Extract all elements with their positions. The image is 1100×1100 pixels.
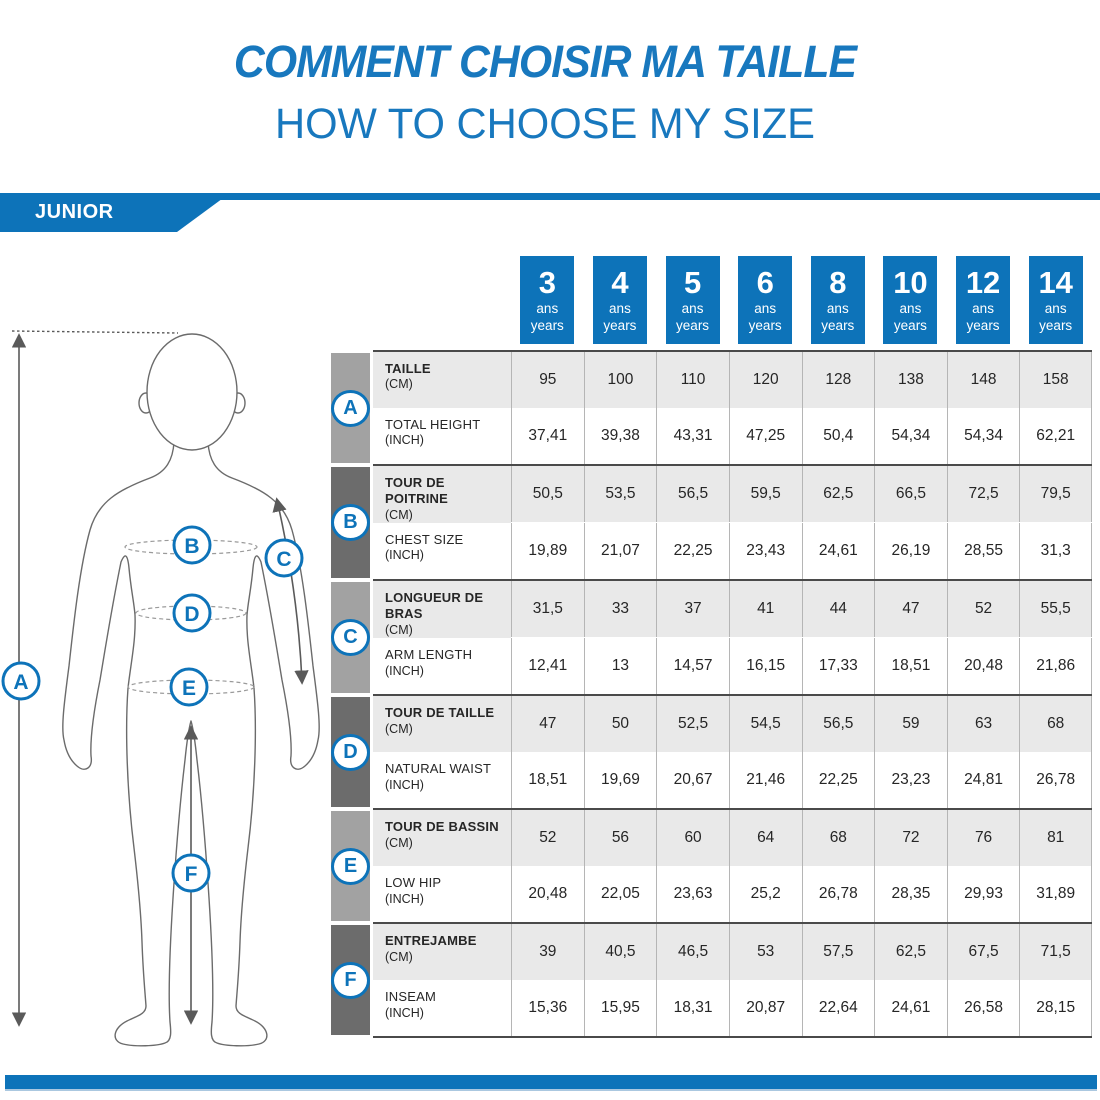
metric-label-cell (373, 696, 511, 752)
age-header-row (331, 256, 1092, 344)
inch-value: 26,19 (874, 523, 947, 579)
svg-text:B: B (184, 535, 200, 558)
marker-B (174, 527, 210, 563)
cm-value: 81 (1019, 810, 1092, 866)
cm-value: 54,5 (729, 696, 802, 752)
imperial-label-cell (373, 523, 511, 579)
age-unit-en: years (748, 318, 782, 334)
measure-letter-F (331, 922, 373, 1038)
cm-value: 79,5 (1019, 466, 1092, 522)
cm-value: 40,5 (584, 924, 657, 980)
cm-value: 100 (584, 352, 657, 408)
body-measurement-diagram (0, 300, 330, 1060)
metric-label-cell (373, 581, 511, 638)
cm-value: 47 (874, 581, 947, 637)
inch-value: 23,43 (729, 523, 802, 579)
inch-value: 28,15 (1019, 980, 1092, 1036)
cm-value: 72 (874, 810, 947, 866)
svg-text:F: F (184, 863, 198, 886)
cm-value: 59 (874, 696, 947, 752)
metric-label: ENTREJAMBE (385, 933, 477, 949)
inch-value: 24,61 (874, 980, 947, 1036)
page-title-english: HOW TO CHOOSE MY SIZE (274, 100, 815, 148)
age-number: 10 (893, 264, 928, 300)
head-top-dotted-line (12, 331, 178, 333)
age-number: 12 (965, 264, 1001, 300)
inch-value: 18,31 (656, 980, 729, 1036)
inch-value: 62,21 (1019, 408, 1092, 464)
measure-group-D (331, 694, 1092, 808)
cm-value: 37 (656, 581, 729, 637)
inch-value: 15,95 (584, 980, 657, 1036)
measure-letter-D (331, 694, 373, 810)
metric-unit: (CM) (385, 949, 413, 964)
imperial-label-cell (373, 638, 511, 694)
age-number: 8 (829, 264, 847, 300)
age-column-header-4 (593, 256, 647, 344)
imperial-label: LOW HIP (385, 875, 442, 891)
age-unit-fr: ans (1044, 301, 1067, 317)
letter-badge-D: D (331, 734, 370, 771)
inch-value: 39,38 (584, 408, 657, 464)
inch-value: 29,93 (947, 866, 1020, 922)
cm-value: 128 (802, 352, 875, 408)
letter-badge-F: F (331, 962, 370, 999)
cm-value: 56,5 (656, 466, 729, 522)
marker-A (3, 663, 39, 699)
inch-value: 23,23 (874, 752, 947, 808)
cm-value: 68 (802, 810, 875, 866)
inch-value: 47,25 (729, 408, 802, 464)
age-column-cell (584, 256, 657, 344)
measure-letter-C (331, 579, 373, 696)
age-unit-en: years (821, 318, 855, 334)
marker-D (174, 595, 210, 631)
inch-value: 21,46 (729, 752, 802, 808)
age-unit-en: years (530, 318, 564, 334)
inch-value: 43,31 (656, 408, 729, 464)
inch-value: 20,87 (729, 980, 802, 1036)
age-column-cell (729, 256, 802, 344)
measure-group-B (331, 464, 1092, 579)
inch-value: 19,69 (584, 752, 657, 808)
imperial-unit: (INCH) (385, 1005, 424, 1020)
cm-value: 148 (947, 352, 1020, 408)
age-column-cell (656, 256, 729, 344)
measure-group-A (331, 350, 1092, 464)
imperial-label: NATURAL WAIST (385, 761, 492, 777)
metric-label: TOUR DE TAILLE (385, 705, 495, 721)
age-number: 3 (538, 264, 556, 300)
metric-label: TAILLE (385, 361, 431, 376)
age-column-header-10 (883, 256, 937, 344)
age-unit-fr: ans (754, 301, 777, 317)
inch-value: 20,48 (947, 638, 1020, 694)
age-number: 4 (611, 264, 629, 300)
inch-value: 17,33 (802, 638, 875, 694)
cm-value: 62,5 (874, 924, 947, 980)
age-column-cell (874, 256, 947, 344)
cm-value: 76 (947, 810, 1020, 866)
cm-value: 110 (656, 352, 729, 408)
imperial-label-cell (373, 408, 511, 464)
imperial-unit: (INCH) (385, 891, 424, 906)
metric-unit: (CM) (385, 622, 413, 637)
age-unit-en: years (676, 318, 710, 334)
cm-value: 63 (947, 696, 1020, 752)
svg-text:A: A (13, 671, 29, 694)
letter-badge-E: E (331, 848, 370, 885)
inch-value: 24,61 (802, 523, 875, 579)
inch-value: 28,35 (874, 866, 947, 922)
inch-value: 18,51 (511, 752, 584, 808)
metric-label: TOUR DE POITRINE (385, 475, 448, 507)
inch-value: 21,07 (584, 523, 657, 579)
cm-value: 95 (511, 352, 584, 408)
cm-value: 66,5 (874, 466, 947, 522)
inch-value: 22,25 (802, 752, 875, 808)
inch-value: 24,81 (947, 752, 1020, 808)
age-header-spacer-letter (331, 256, 373, 344)
svg-text:C: C (276, 548, 292, 571)
cm-value: 50,5 (511, 466, 584, 522)
age-column-cell (511, 256, 584, 344)
age-unit-en: years (893, 318, 927, 334)
cm-value: 120 (729, 352, 802, 408)
age-unit-fr: ans (536, 301, 559, 317)
cm-value: 56 (584, 810, 657, 866)
cm-value: 72,5 (947, 466, 1020, 522)
metric-unit: (CM) (385, 377, 413, 392)
cm-value: 47 (511, 696, 584, 752)
age-unit-fr: ans (681, 301, 704, 317)
measure-letter-A (331, 350, 373, 466)
inch-value: 22,25 (656, 523, 729, 579)
marker-F (173, 855, 209, 891)
age-column-cell (802, 256, 875, 344)
age-unit-fr: ans (609, 301, 631, 317)
imperial-label-cell (373, 866, 511, 922)
imperial-label: INSEAM (385, 989, 437, 1005)
age-unit-fr: ans (826, 301, 849, 317)
imperial-label: CHEST SIZE (385, 532, 464, 548)
cm-value: 56,5 (802, 696, 875, 752)
inch-value: 18,51 (874, 638, 947, 694)
inch-value: 13 (584, 638, 657, 694)
cm-value: 64 (729, 810, 802, 866)
cm-value: 138 (874, 352, 947, 408)
letter-badge-B: B (331, 504, 370, 541)
cm-value: 158 (1019, 352, 1092, 408)
svg-text:D: D (184, 603, 200, 626)
cm-value: 44 (802, 581, 875, 637)
age-number: 5 (683, 264, 702, 300)
cm-value: 71,5 (1019, 924, 1092, 980)
inch-value: 50,4 (802, 408, 875, 464)
size-table-body (331, 350, 1092, 1038)
inch-value: 54,34 (947, 408, 1020, 464)
age-column-header-8 (811, 256, 865, 344)
cm-value: 68 (1019, 696, 1092, 752)
age-column-header-12 (956, 256, 1010, 344)
cm-value: 50 (584, 696, 657, 752)
cm-value: 57,5 (802, 924, 875, 980)
cm-value: 39 (511, 924, 584, 980)
age-column-header-6 (738, 256, 792, 344)
age-column-header-5 (666, 256, 720, 344)
cm-value: 53,5 (584, 466, 657, 522)
cm-value: 55,5 (1019, 581, 1092, 637)
imperial-label: ARM LENGTH (385, 647, 473, 663)
inch-value: 26,78 (1019, 752, 1092, 808)
imperial-unit: (INCH) (385, 548, 424, 563)
measure-letter-B (331, 464, 373, 581)
page-title-french: COMMENT CHOISIR MA TAILLE (233, 36, 857, 87)
cm-value: 52 (511, 810, 584, 866)
cm-value: 46,5 (656, 924, 729, 980)
measure-letter-E (331, 808, 373, 924)
size-table (331, 256, 1092, 1038)
inch-value: 20,48 (511, 866, 584, 922)
inch-value: 28,55 (947, 523, 1020, 579)
imperial-label-cell (373, 980, 511, 1036)
inch-value: 31,3 (1019, 523, 1092, 579)
metric-label-cell (373, 924, 511, 980)
inch-value: 20,67 (656, 752, 729, 808)
cm-value: 67,5 (947, 924, 1020, 980)
age-header-spacer-label (373, 256, 511, 344)
age-column-header-3 (520, 256, 574, 344)
age-number: 6 (756, 264, 774, 300)
marker-C (266, 540, 302, 576)
metric-unit: (CM) (385, 507, 413, 522)
imperial-unit: (INCH) (385, 663, 424, 678)
inch-value: 12,41 (511, 638, 584, 694)
cm-value: 52,5 (656, 696, 729, 752)
age-unit-fr: ans (972, 301, 994, 317)
inch-value: 25,2 (729, 866, 802, 922)
letter-badge-C: C (331, 619, 370, 656)
metric-label: TOUR DE BASSIN (385, 819, 499, 835)
cm-value: 53 (729, 924, 802, 980)
metric-label-cell (373, 810, 511, 866)
cm-value: 59,5 (729, 466, 802, 522)
cm-value: 41 (729, 581, 802, 637)
inch-value: 16,15 (729, 638, 802, 694)
cm-value: 33 (584, 581, 657, 637)
metric-label-cell (373, 352, 511, 408)
age-unit-fr: ans (899, 301, 922, 317)
inch-value: 31,89 (1019, 866, 1092, 922)
imperial-label-cell (373, 752, 511, 808)
inch-value: 21,86 (1019, 638, 1092, 694)
metric-unit: (CM) (385, 835, 413, 850)
svg-text:E: E (181, 677, 197, 700)
inch-value: 15,36 (511, 980, 584, 1036)
imperial-unit: (INCH) (385, 433, 424, 448)
inch-value: 22,64 (802, 980, 875, 1036)
junior-banner-label: JUNIOR (35, 201, 114, 223)
age-column-header-14 (1029, 256, 1083, 344)
age-column-cell (947, 256, 1020, 344)
age-column-cell (1019, 256, 1092, 344)
age-number: 14 (1038, 264, 1073, 300)
measure-group-F (331, 922, 1092, 1038)
inch-value: 26,58 (947, 980, 1020, 1036)
inch-value: 54,34 (874, 408, 947, 464)
inch-value: 22,05 (584, 866, 657, 922)
measure-group-C (331, 579, 1092, 694)
inch-value: 23,63 (656, 866, 729, 922)
measure-group-E (331, 808, 1092, 922)
cm-value: 31,5 (511, 581, 584, 637)
metric-label: LONGUEUR DE BRAS (385, 590, 484, 622)
cm-value: 52 (947, 581, 1020, 637)
cm-value: 60 (656, 810, 729, 866)
letter-badge-A: A (331, 390, 370, 427)
age-unit-en: years (966, 318, 1000, 334)
inch-value: 26,78 (802, 866, 875, 922)
footer-bar (5, 1075, 1097, 1091)
imperial-label: TOTAL HEIGHT (385, 417, 481, 432)
metric-label-cell (373, 466, 511, 523)
inch-value: 14,57 (656, 638, 729, 694)
age-unit-en: years (603, 318, 637, 334)
marker-E (171, 669, 207, 705)
imperial-unit: (INCH) (385, 777, 424, 792)
inch-value: 37,41 (511, 408, 584, 464)
metric-unit: (CM) (385, 721, 413, 736)
age-unit-en: years (1039, 318, 1073, 334)
cm-value: 62,5 (802, 466, 875, 522)
inch-value: 19,89 (511, 523, 584, 579)
